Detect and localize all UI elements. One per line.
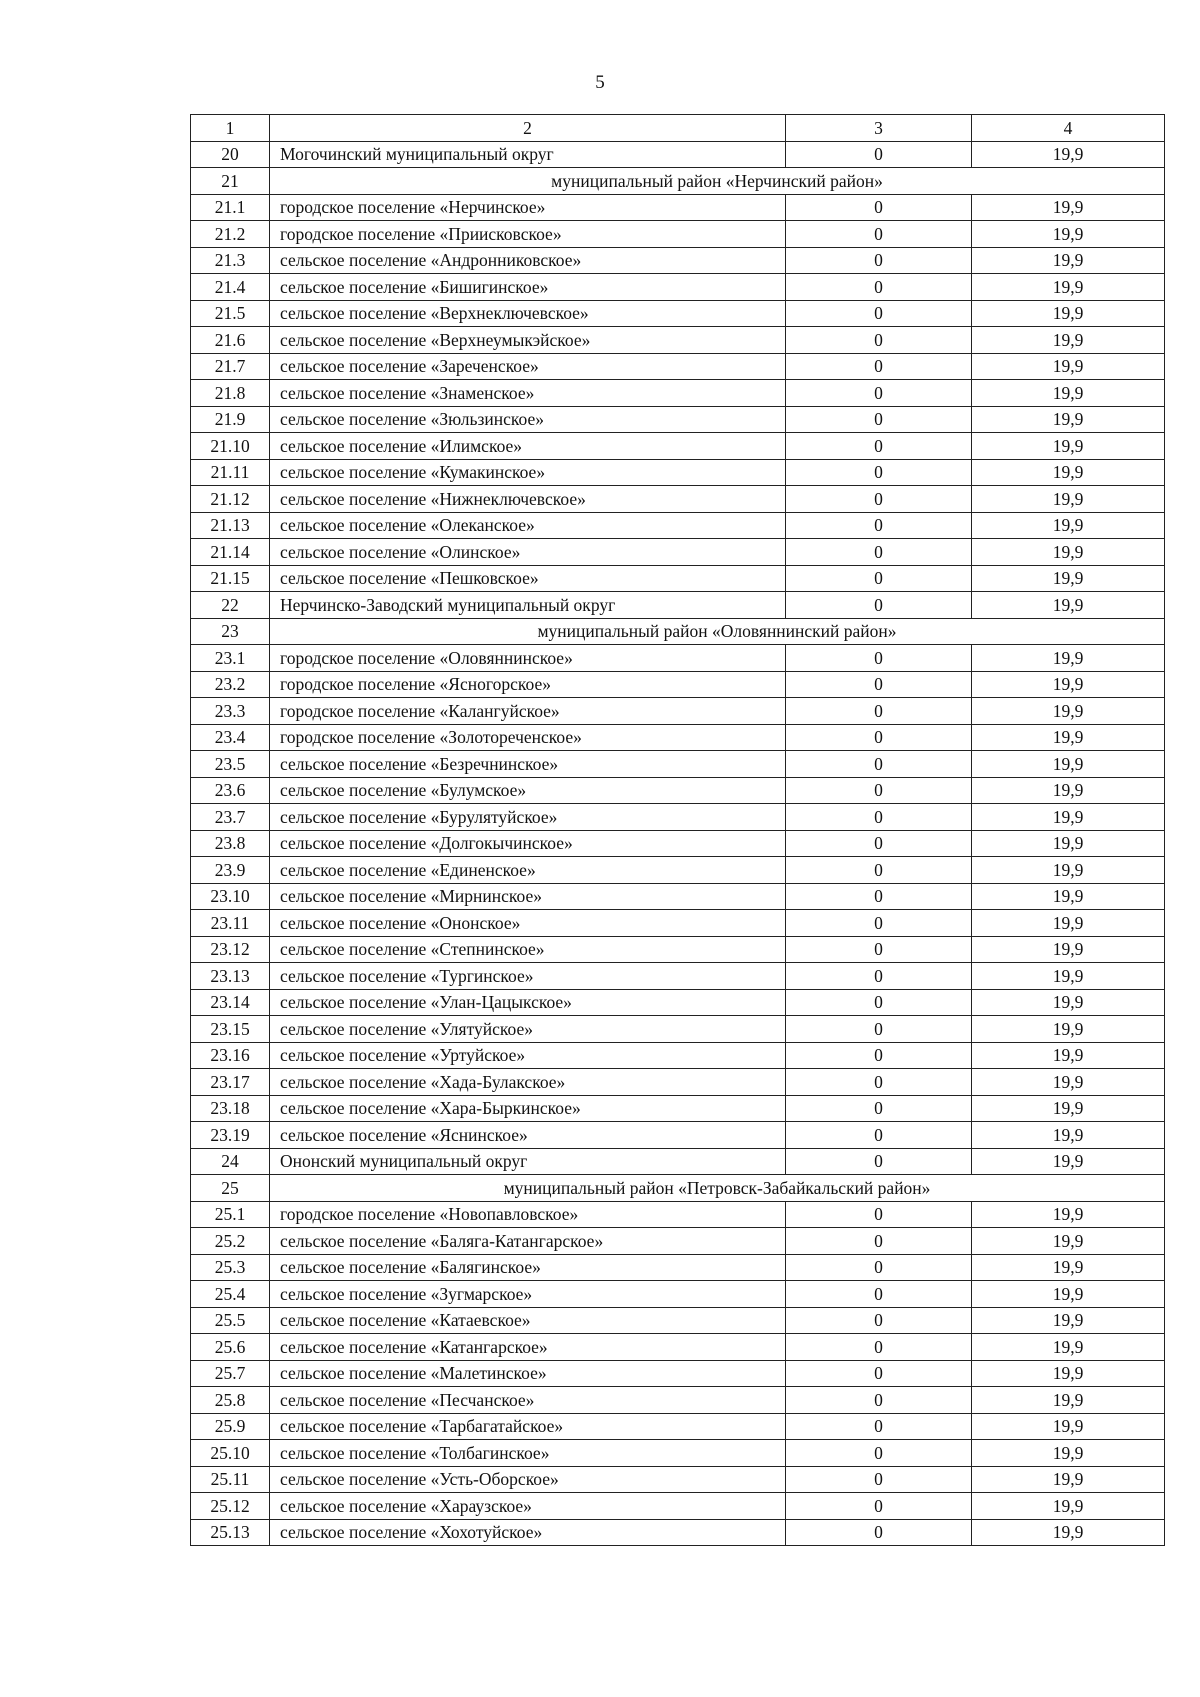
settlement-name: городское поселение «Нерчинское» <box>270 194 786 221</box>
value-col-4: 19,9 <box>972 963 1165 990</box>
value-col-3: 0 <box>786 910 972 937</box>
value-col-4: 19,9 <box>972 247 1165 274</box>
row-number: 25 <box>191 1175 270 1202</box>
row-number: 25.4 <box>191 1281 270 1308</box>
value-col-3: 0 <box>786 1122 972 1149</box>
row-number: 23.15 <box>191 1016 270 1043</box>
settlement-name: сельское поселение «Долгокычинское» <box>270 830 786 857</box>
value-col-4: 19,9 <box>972 380 1165 407</box>
settlement-name: сельское поселение «Яснинское» <box>270 1122 786 1149</box>
value-col-4: 19,9 <box>972 1281 1165 1308</box>
table-row <box>191 645 1165 672</box>
table-row <box>191 751 1165 778</box>
settlement-name: сельское поселение «Нижнеключевское» <box>270 486 786 513</box>
table-row <box>191 1387 1165 1414</box>
table-row <box>191 1122 1165 1149</box>
row-number: 21.5 <box>191 300 270 327</box>
header-col-3: 3 <box>786 115 972 142</box>
row-number: 21.8 <box>191 380 270 407</box>
value-col-3: 0 <box>786 1042 972 1069</box>
row-number: 23.18 <box>191 1095 270 1122</box>
table-row <box>191 194 1165 221</box>
row-number: 23.7 <box>191 804 270 831</box>
settlement-name: сельское поселение «Хара-Быркинское» <box>270 1095 786 1122</box>
value-col-3: 0 <box>786 327 972 354</box>
table-row <box>191 1334 1165 1361</box>
settlement-name: городское поселение «Новопавловское» <box>270 1201 786 1228</box>
row-number: 23.14 <box>191 989 270 1016</box>
settlement-name: сельское поселение «Толбагинское» <box>270 1440 786 1467</box>
value-col-4: 19,9 <box>972 1387 1165 1414</box>
table-row <box>191 565 1165 592</box>
row-number: 21.13 <box>191 512 270 539</box>
municipalities-table <box>190 114 1165 1546</box>
table-row <box>191 910 1165 937</box>
value-col-3: 0 <box>786 1466 972 1493</box>
settlement-name: сельское поселение «Степнинское» <box>270 936 786 963</box>
settlement-name: Могочинский муниципальный округ <box>270 141 786 168</box>
value-col-3: 0 <box>786 247 972 274</box>
value-col-3: 0 <box>786 141 972 168</box>
value-col-3: 0 <box>786 565 972 592</box>
value-col-4: 19,9 <box>972 936 1165 963</box>
table-row <box>191 1281 1165 1308</box>
value-col-3: 0 <box>786 274 972 301</box>
value-col-3: 0 <box>786 724 972 751</box>
value-col-3: 0 <box>786 1148 972 1175</box>
settlement-name: сельское поселение «Булумское» <box>270 777 786 804</box>
value-col-4: 19,9 <box>972 1466 1165 1493</box>
value-col-4: 19,9 <box>972 592 1165 619</box>
value-col-3: 0 <box>786 857 972 884</box>
value-col-3: 0 <box>786 936 972 963</box>
value-col-4: 19,9 <box>972 751 1165 778</box>
settlement-name: сельское поселение «Песчанское» <box>270 1387 786 1414</box>
settlement-name: городское поселение «Калангуйское» <box>270 698 786 725</box>
table-row <box>191 1069 1165 1096</box>
value-col-3: 0 <box>786 1228 972 1255</box>
row-number: 25.7 <box>191 1360 270 1387</box>
value-col-3: 0 <box>786 592 972 619</box>
row-number: 22 <box>191 592 270 619</box>
value-col-3: 0 <box>786 645 972 672</box>
settlement-name: сельское поселение «Верхнеключевское» <box>270 300 786 327</box>
value-col-4: 19,9 <box>972 1519 1165 1546</box>
row-number: 23.16 <box>191 1042 270 1069</box>
row-number: 23.2 <box>191 671 270 698</box>
settlement-name: сельское поселение «Андронниковское» <box>270 247 786 274</box>
value-col-3: 0 <box>786 830 972 857</box>
table-row <box>191 1016 1165 1043</box>
value-col-3: 0 <box>786 751 972 778</box>
table-row <box>191 989 1165 1016</box>
value-col-4: 19,9 <box>972 300 1165 327</box>
table-row <box>191 1493 1165 1520</box>
value-col-3: 0 <box>786 1016 972 1043</box>
row-number: 23 <box>191 618 270 645</box>
table-row <box>191 141 1165 168</box>
settlement-name: сельское поселение «Бишигинское» <box>270 274 786 301</box>
value-col-3: 0 <box>786 1360 972 1387</box>
row-number: 23.3 <box>191 698 270 725</box>
row-number: 21.15 <box>191 565 270 592</box>
settlement-name: городское поселение «Золотореченское» <box>270 724 786 751</box>
row-number: 23.1 <box>191 645 270 672</box>
settlement-name: сельское поселение «Зугмарское» <box>270 1281 786 1308</box>
value-col-3: 0 <box>786 1307 972 1334</box>
settlement-name: сельское поселение «Знаменское» <box>270 380 786 407</box>
settlement-name: Нерчинско-Заводский муниципальный округ <box>270 592 786 619</box>
value-col-3: 0 <box>786 194 972 221</box>
row-number: 21.10 <box>191 433 270 460</box>
value-col-3: 0 <box>786 963 972 990</box>
table-body <box>191 115 1165 1546</box>
value-col-3: 0 <box>786 406 972 433</box>
settlement-name: сельское поселение «Ононское» <box>270 910 786 937</box>
value-col-4: 19,9 <box>972 406 1165 433</box>
section-title: муниципальный район «Петровск-Забайкальский район» <box>270 1175 1165 1202</box>
row-number: 25.12 <box>191 1493 270 1520</box>
table-row <box>191 830 1165 857</box>
table-row <box>191 777 1165 804</box>
value-col-4: 19,9 <box>972 1413 1165 1440</box>
value-col-4: 19,9 <box>972 671 1165 698</box>
table-row <box>191 1148 1165 1175</box>
settlement-name: сельское поселение «Балягинское» <box>270 1254 786 1281</box>
settlement-name: городское поселение «Ясногорское» <box>270 671 786 698</box>
value-col-4: 19,9 <box>972 1069 1165 1096</box>
value-col-4: 19,9 <box>972 1360 1165 1387</box>
settlement-name: сельское поселение «Тургинское» <box>270 963 786 990</box>
row-number: 25.2 <box>191 1228 270 1255</box>
page-number: 5 <box>595 72 605 93</box>
settlement-name: сельское поселение «Илимское» <box>270 433 786 460</box>
table-header-row <box>191 115 1165 142</box>
value-col-4: 19,9 <box>972 433 1165 460</box>
table-row <box>191 327 1165 354</box>
value-col-4: 19,9 <box>972 645 1165 672</box>
value-col-4: 19,9 <box>972 989 1165 1016</box>
table-row <box>191 406 1165 433</box>
value-col-3: 0 <box>786 1413 972 1440</box>
table-row <box>191 459 1165 486</box>
settlement-name: сельское поселение «Малетинское» <box>270 1360 786 1387</box>
settlement-name: сельское поселение «Пешковское» <box>270 565 786 592</box>
value-col-4: 19,9 <box>972 221 1165 248</box>
table-row <box>191 539 1165 566</box>
settlement-name: сельское поселение «Хараузское» <box>270 1493 786 1520</box>
table-row <box>191 936 1165 963</box>
value-col-3: 0 <box>786 512 972 539</box>
row-number: 23.12 <box>191 936 270 963</box>
value-col-4: 19,9 <box>972 1148 1165 1175</box>
row-number: 25.6 <box>191 1334 270 1361</box>
row-number: 25.9 <box>191 1413 270 1440</box>
value-col-3: 0 <box>786 1281 972 1308</box>
section-row <box>191 1175 1165 1202</box>
value-col-3: 0 <box>786 1201 972 1228</box>
settlement-name: сельское поселение «Безречнинское» <box>270 751 786 778</box>
settlement-name: сельское поселение «Баляга-Катангарское» <box>270 1228 786 1255</box>
row-number: 23.8 <box>191 830 270 857</box>
row-number: 21.7 <box>191 353 270 380</box>
table-row <box>191 433 1165 460</box>
settlement-name: сельское поселение «Хада-Булакское» <box>270 1069 786 1096</box>
value-col-3: 0 <box>786 804 972 831</box>
value-col-4: 19,9 <box>972 1042 1165 1069</box>
row-number: 23.13 <box>191 963 270 990</box>
row-number: 23.10 <box>191 883 270 910</box>
header-col-4: 4 <box>972 115 1165 142</box>
table-row <box>191 1228 1165 1255</box>
value-col-4: 19,9 <box>972 1440 1165 1467</box>
table-row <box>191 1466 1165 1493</box>
value-col-3: 0 <box>786 671 972 698</box>
table-row <box>191 1254 1165 1281</box>
settlement-name: Ононский муниципальный округ <box>270 1148 786 1175</box>
table-row <box>191 1042 1165 1069</box>
settlement-name: сельское поселение «Усть-Оборское» <box>270 1466 786 1493</box>
value-col-4: 19,9 <box>972 698 1165 725</box>
value-col-3: 0 <box>786 1493 972 1520</box>
row-number: 20 <box>191 141 270 168</box>
table-row <box>191 486 1165 513</box>
table-row <box>191 221 1165 248</box>
value-col-4: 19,9 <box>972 910 1165 937</box>
row-number: 23.4 <box>191 724 270 751</box>
table-row <box>191 380 1165 407</box>
value-col-4: 19,9 <box>972 1095 1165 1122</box>
row-number: 23.6 <box>191 777 270 804</box>
row-number: 25.10 <box>191 1440 270 1467</box>
value-col-4: 19,9 <box>972 194 1165 221</box>
value-col-3: 0 <box>786 221 972 248</box>
header-col-2: 2 <box>270 115 786 142</box>
value-col-3: 0 <box>786 1387 972 1414</box>
value-col-4: 19,9 <box>972 1254 1165 1281</box>
header-col-1: 1 <box>191 115 270 142</box>
row-number: 21.9 <box>191 406 270 433</box>
value-col-4: 19,9 <box>972 512 1165 539</box>
table-row <box>191 804 1165 831</box>
value-col-4: 19,9 <box>972 1307 1165 1334</box>
value-col-3: 0 <box>786 1334 972 1361</box>
value-col-4: 19,9 <box>972 1334 1165 1361</box>
value-col-4: 19,9 <box>972 1493 1165 1520</box>
table-row <box>191 698 1165 725</box>
value-col-3: 0 <box>786 353 972 380</box>
value-col-4: 19,9 <box>972 486 1165 513</box>
table-row <box>191 1307 1165 1334</box>
value-col-4: 19,9 <box>972 565 1165 592</box>
settlement-name: городское поселение «Приисковское» <box>270 221 786 248</box>
settlement-name: сельское поселение «Олеканское» <box>270 512 786 539</box>
value-col-4: 19,9 <box>972 857 1165 884</box>
settlement-name: сельское поселение «Верхнеумыкэйское» <box>270 327 786 354</box>
value-col-3: 0 <box>786 989 972 1016</box>
value-col-3: 0 <box>786 300 972 327</box>
row-number: 21 <box>191 168 270 195</box>
row-number: 21.11 <box>191 459 270 486</box>
settlement-name: сельское поселение «Зареченское» <box>270 353 786 380</box>
value-col-3: 0 <box>786 1069 972 1096</box>
settlement-name: сельское поселение «Катаевское» <box>270 1307 786 1334</box>
row-number: 25.5 <box>191 1307 270 1334</box>
row-number: 25.3 <box>191 1254 270 1281</box>
row-number: 21.1 <box>191 194 270 221</box>
value-col-4: 19,9 <box>972 141 1165 168</box>
row-number: 21.3 <box>191 247 270 274</box>
table-row <box>191 671 1165 698</box>
value-col-4: 19,9 <box>972 327 1165 354</box>
value-col-4: 19,9 <box>972 830 1165 857</box>
value-col-4: 19,9 <box>972 1122 1165 1149</box>
table-row <box>191 1095 1165 1122</box>
value-col-4: 19,9 <box>972 777 1165 804</box>
table-row <box>191 1413 1165 1440</box>
row-number: 21.14 <box>191 539 270 566</box>
value-col-4: 19,9 <box>972 804 1165 831</box>
value-col-4: 19,9 <box>972 724 1165 751</box>
table-row <box>191 963 1165 990</box>
settlement-name: сельское поселение «Улятуйское» <box>270 1016 786 1043</box>
value-col-4: 19,9 <box>972 539 1165 566</box>
value-col-3: 0 <box>786 883 972 910</box>
value-col-3: 0 <box>786 698 972 725</box>
table-row <box>191 353 1165 380</box>
settlement-name: сельское поселение «Катангарское» <box>270 1334 786 1361</box>
table-row <box>191 300 1165 327</box>
table-row <box>191 247 1165 274</box>
row-number: 25.13 <box>191 1519 270 1546</box>
value-col-3: 0 <box>786 1519 972 1546</box>
row-number: 24 <box>191 1148 270 1175</box>
settlement-name: сельское поселение «Единенское» <box>270 857 786 884</box>
row-number: 23.9 <box>191 857 270 884</box>
row-number: 21.4 <box>191 274 270 301</box>
row-number: 25.11 <box>191 1466 270 1493</box>
row-number: 21.12 <box>191 486 270 513</box>
settlement-name: сельское поселение «Уртуйское» <box>270 1042 786 1069</box>
table-row <box>191 1360 1165 1387</box>
value-col-3: 0 <box>786 1254 972 1281</box>
settlement-name: сельское поселение «Улан-Цацыкское» <box>270 989 786 1016</box>
table-row <box>191 274 1165 301</box>
table-row <box>191 883 1165 910</box>
row-number: 25.8 <box>191 1387 270 1414</box>
table-row <box>191 857 1165 884</box>
row-number: 23.5 <box>191 751 270 778</box>
value-col-4: 19,9 <box>972 353 1165 380</box>
value-col-4: 19,9 <box>972 1201 1165 1228</box>
row-number: 23.19 <box>191 1122 270 1149</box>
settlement-name: городское поселение «Оловяннинское» <box>270 645 786 672</box>
table-row <box>191 1519 1165 1546</box>
table-row <box>191 592 1165 619</box>
value-col-3: 0 <box>786 380 972 407</box>
value-col-4: 19,9 <box>972 1016 1165 1043</box>
value-col-3: 0 <box>786 539 972 566</box>
row-number: 23.11 <box>191 910 270 937</box>
settlement-name: сельское поселение «Мирнинское» <box>270 883 786 910</box>
settlement-name: сельское поселение «Бурулятуйское» <box>270 804 786 831</box>
section-row <box>191 168 1165 195</box>
settlement-name: сельское поселение «Олинское» <box>270 539 786 566</box>
settlement-name: сельское поселение «Зюльзинское» <box>270 406 786 433</box>
value-col-3: 0 <box>786 486 972 513</box>
settlement-name: сельское поселение «Хохотуйское» <box>270 1519 786 1546</box>
value-col-3: 0 <box>786 1440 972 1467</box>
table-row <box>191 1201 1165 1228</box>
section-title: муниципальный район «Оловяннинский район» <box>270 618 1165 645</box>
section-title: муниципальный район «Нерчинский район» <box>270 168 1165 195</box>
value-col-4: 19,9 <box>972 883 1165 910</box>
settlement-name: сельское поселение «Кумакинское» <box>270 459 786 486</box>
value-col-3: 0 <box>786 433 972 460</box>
row-number: 23.17 <box>191 1069 270 1096</box>
settlement-name: сельское поселение «Тарбагатайское» <box>270 1413 786 1440</box>
table-row <box>191 512 1165 539</box>
section-row <box>191 618 1165 645</box>
value-col-4: 19,9 <box>972 459 1165 486</box>
row-number: 21.6 <box>191 327 270 354</box>
table-row <box>191 724 1165 751</box>
value-col-4: 19,9 <box>972 1228 1165 1255</box>
row-number: 25.1 <box>191 1201 270 1228</box>
value-col-3: 0 <box>786 459 972 486</box>
table-row <box>191 1440 1165 1467</box>
value-col-3: 0 <box>786 1095 972 1122</box>
value-col-4: 19,9 <box>972 274 1165 301</box>
row-number: 21.2 <box>191 221 270 248</box>
value-col-3: 0 <box>786 777 972 804</box>
